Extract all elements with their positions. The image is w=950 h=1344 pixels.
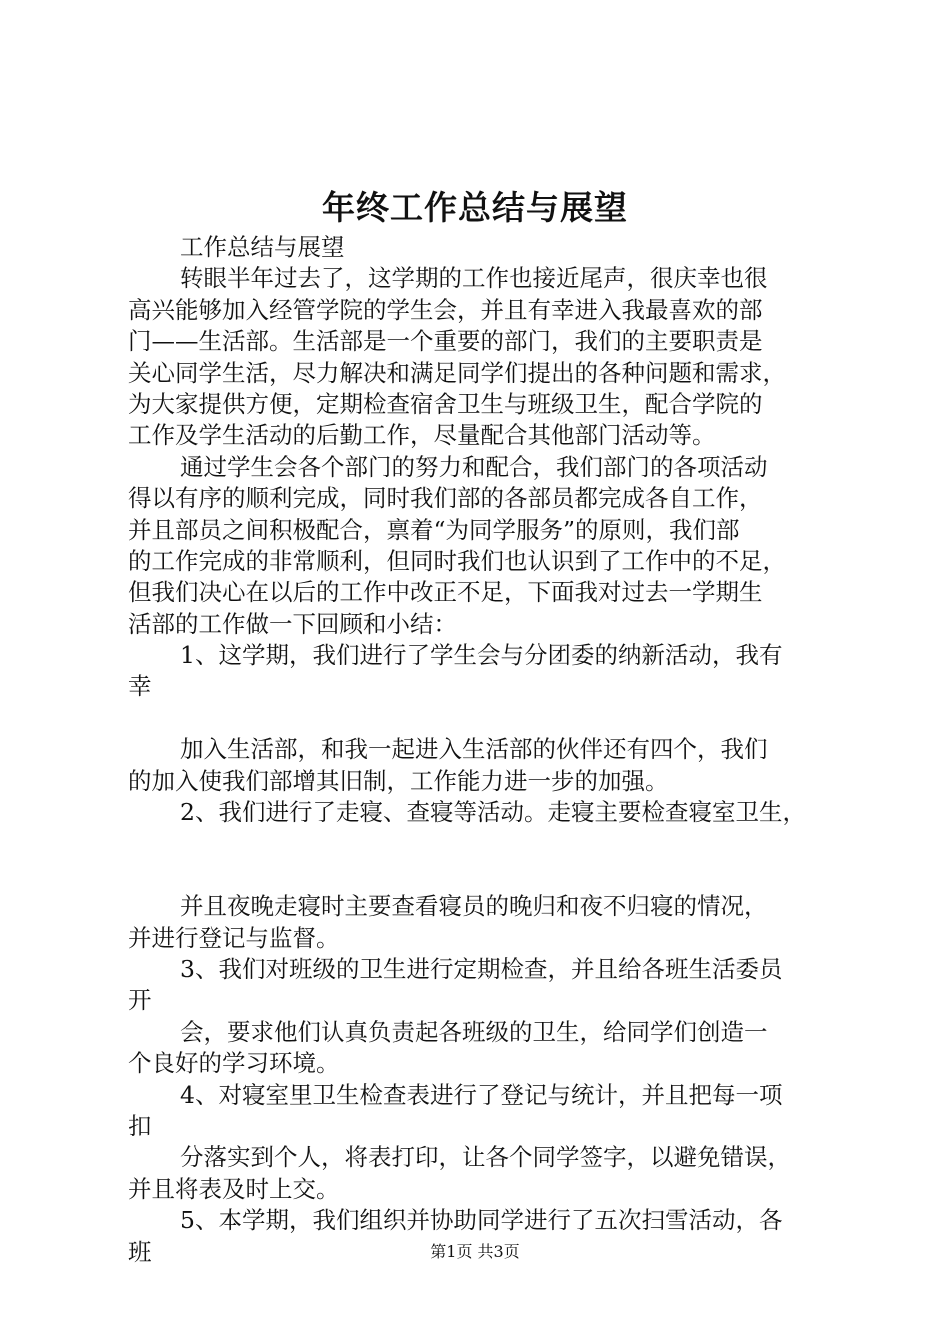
body-line: 会，要求他们认真负责起各班级的卫生，给同学们创造一 <box>180 1017 768 1046</box>
body-line: 活部的工作做一下回顾和小结： <box>128 609 457 638</box>
body-line: 个良好的学习环境。 <box>128 1049 340 1078</box>
body-line: 的加入使我们部增其旧制，工作能力进一步的加强。 <box>128 766 669 795</box>
document-body <box>128 232 838 1268</box>
body-line: 转眼半年过去了，这学期的工作也接近尾声，很庆幸也很 <box>180 264 768 293</box>
body-line: 4、对寝室里卫生检查表进行了登记与统计，并且把每一项 <box>180 1080 783 1109</box>
body-line: 的工作完成的非常顺利，但同时我们也认识到了工作中的不足， <box>128 546 786 575</box>
body-line: 5、本学期，我们组织并协助同学进行了五次扫雪活动，各 <box>180 1206 783 1235</box>
body-line: 工作及学生活动的后勤工作，尽量配合其他部门活动等。 <box>128 421 716 450</box>
body-line: 幸 <box>128 672 152 701</box>
body-line: 3、我们对班级的卫生进行定期检查，并且给各班生活委员 <box>180 954 783 983</box>
body-line: 工作总结与展望 <box>180 233 345 261</box>
body-line: 关心同学生活，尽力解决和满足同学们提出的各种问题和需求， <box>128 358 786 387</box>
body-line: 加入生活部，和我一起进入生活部的伙伴还有四个，我们 <box>180 735 768 764</box>
body-line: 1、这学期，我们进行了学生会与分团委的纳新活动，我有 <box>180 641 783 670</box>
body-line <box>128 828 838 859</box>
body-line: 分落实到个人，将表打印，让各个同学签字，以避免错误， <box>180 1143 791 1172</box>
body-line: 扣 <box>128 1111 152 1140</box>
body-line: 为大家提供方便，定期检查宿舍卫生与班级卫生，配合学院的 <box>128 389 763 418</box>
body-line: 得以有序的顺利完成，同时我们部的各部员都完成各自工作， <box>128 484 763 513</box>
body-line: 并且将表及时上交。 <box>128 1174 340 1203</box>
body-line <box>128 860 838 891</box>
body-line: 2、我们进行了走寝、查寝等活动。走寝主要检查寝室卫生， <box>180 798 806 827</box>
body-line: 通过学生会各个部门的努力和配合，我们部门的各项活动 <box>180 452 768 481</box>
body-line <box>128 703 838 734</box>
body-line: 开 <box>128 986 152 1015</box>
body-line: 并进行登记与监督。 <box>128 923 340 952</box>
body-line: 但我们决心在以后的工作中改正不足，下面我对过去一学期生 <box>128 578 763 607</box>
body-line: 并且部员之间积极配合，禀着“为同学服务”的原则，我们部 <box>128 515 740 544</box>
body-line: 门——生活部。生活部是一个重要的部门，我们的主要职责是 <box>128 327 763 356</box>
page-footer: 第1页 共3页 <box>430 1242 520 1261</box>
body-line: 高兴能够加入经管学院的学生会，并且有幸进入我最喜欢的部 <box>128 295 763 324</box>
body-line: 并且夜晚走寝时主要查看寝员的晚归和夜不归寝的情况， <box>180 892 768 921</box>
body-line: 班 <box>128 1237 152 1266</box>
document-title: 年终工作总结与展望 <box>322 188 628 227</box>
